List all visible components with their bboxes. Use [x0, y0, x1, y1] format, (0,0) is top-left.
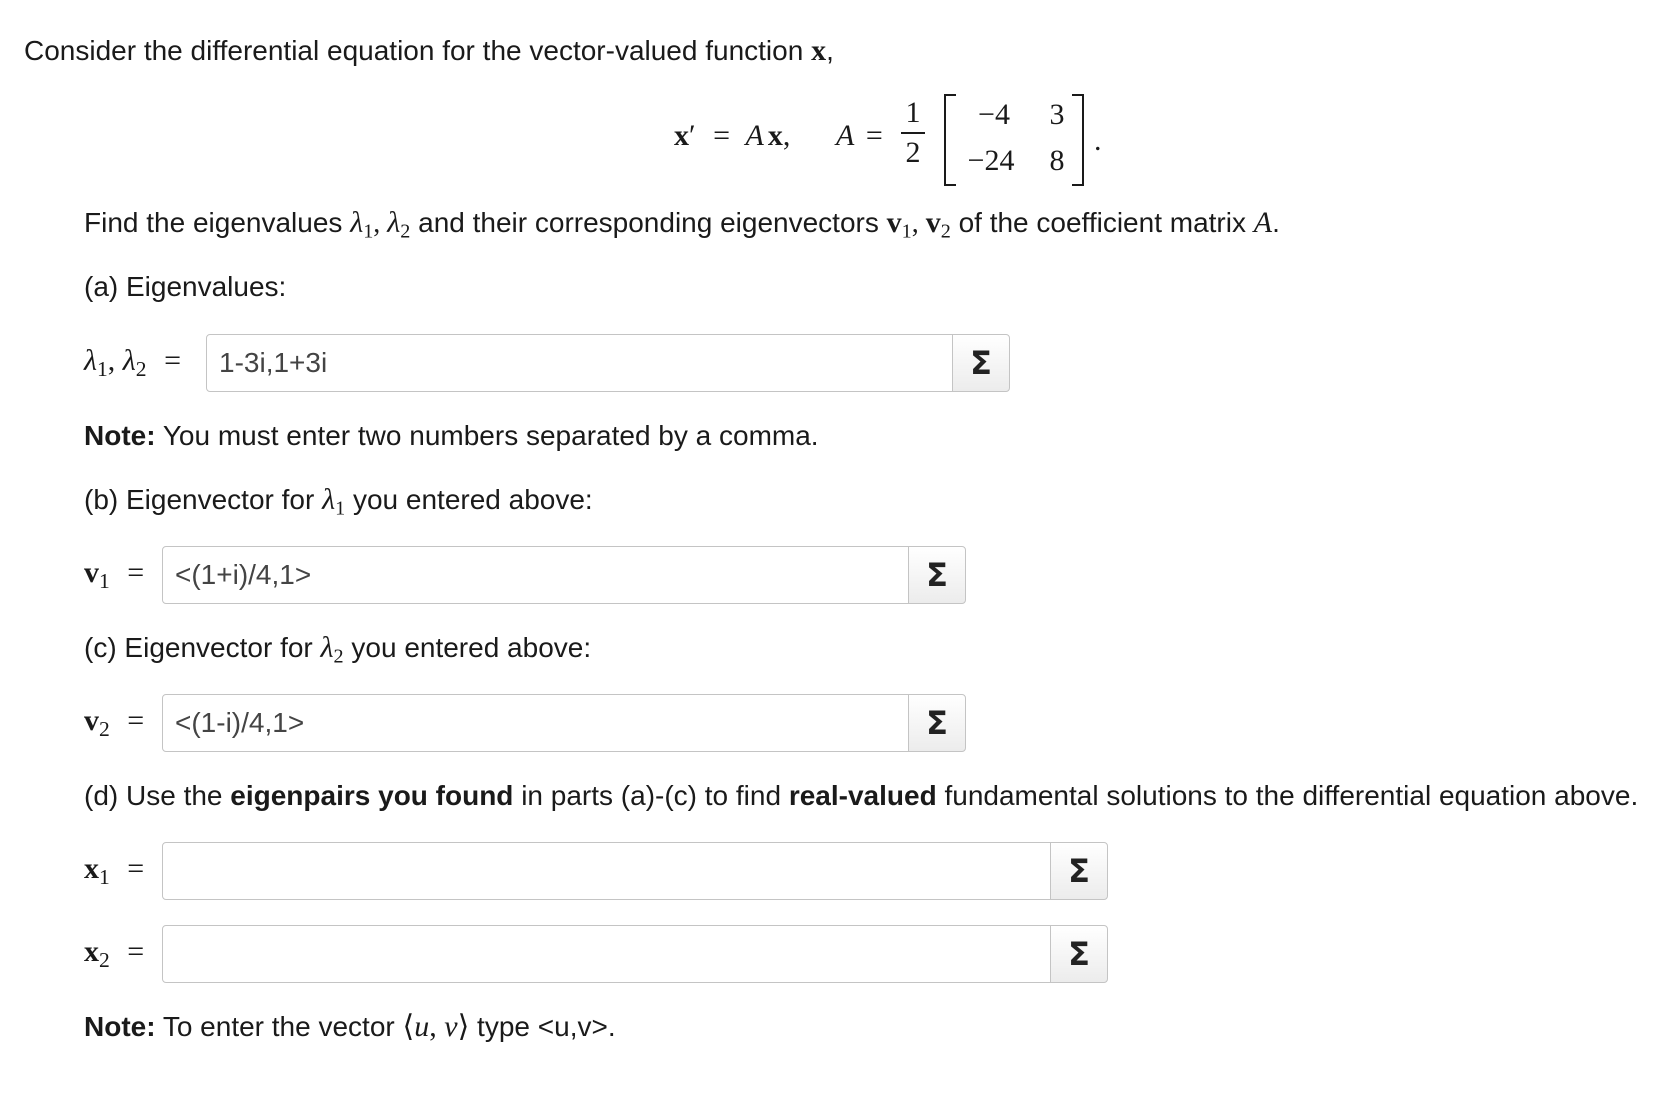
fraction: [898, 96, 928, 170]
intro-sentence: Consider the differential equation for the vector-valued function: [24, 35, 812, 66]
sigma-icon: Σ: [1068, 935, 1090, 973]
part-c-heading: [84, 631, 592, 668]
intro-var-x: x: [811, 34, 827, 67]
b-lambda-sub: 1: [335, 497, 346, 520]
note2-v: v: [444, 1010, 458, 1043]
a-lambda1: λ: [84, 344, 97, 377]
note2-t2: type <u,v>.: [469, 1011, 616, 1042]
note-vector-format: [84, 1010, 616, 1044]
c-v-sub: 2: [99, 717, 110, 742]
a-equals: =: [164, 344, 182, 377]
eq-x-var: x: [674, 119, 689, 152]
eigenvector-2-input[interactable]: [162, 694, 910, 752]
b-t1: (b) Eigenvector for: [84, 484, 323, 515]
find-v2: v: [925, 206, 941, 239]
eq-equals: =: [713, 119, 730, 152]
c-t1: (c) Eigenvector for: [84, 632, 321, 663]
frac-bar: [901, 132, 925, 134]
find-A: A: [1253, 206, 1273, 239]
note2-open-angle: ⟨: [402, 1010, 415, 1043]
eq-comma: ,: [782, 119, 791, 152]
eigenvalues-input[interactable]: [206, 334, 954, 392]
eq-x: x: [767, 119, 783, 152]
note1-label: Note:: [84, 420, 156, 451]
note2-t1: To enter the vector: [155, 1011, 403, 1042]
sigma-icon: Σ: [926, 556, 948, 594]
intro-text: [24, 34, 834, 68]
note1-text: You must enter two numbers separated by a comma.: [155, 420, 819, 451]
part-d-heading: [84, 779, 1638, 813]
eq-prime: ′: [689, 119, 696, 152]
d-x2-equals: =: [127, 935, 145, 968]
b-v-sub: 1: [99, 569, 110, 594]
d-b1: eigenpairs you found: [230, 780, 514, 811]
matrix-entry-21: −24: [967, 144, 1015, 177]
a-lambda1-sub: 1: [97, 357, 108, 382]
find-lambda2: λ: [387, 206, 401, 239]
c-t2: you entered above:: [343, 632, 592, 663]
b-equals: =: [127, 556, 145, 589]
part-c-label: [84, 704, 145, 742]
part-b-heading: [84, 483, 593, 520]
matrix-entry-11: −4: [978, 98, 1010, 131]
sigma-icon: Σ: [1068, 852, 1090, 890]
eigenvector-2-sigma-button[interactable]: [908, 694, 966, 752]
note2-label: Note:: [84, 1011, 156, 1042]
d-b2: real-valued: [788, 780, 937, 811]
d-t3: fundamental solutions to the differential equation above.: [936, 780, 1639, 811]
find-lambda1: λ: [350, 206, 364, 239]
matrix-entry-12: 3: [1049, 98, 1065, 131]
c-lambda: λ: [320, 631, 334, 664]
a-lambda2: λ: [122, 344, 136, 377]
eq-A: A: [745, 119, 764, 152]
frac-num: 1: [905, 96, 921, 129]
b-v: v: [84, 556, 99, 589]
intro-comma: ,: [826, 35, 834, 66]
b-t2: you entered above:: [345, 484, 593, 515]
part-d-x1-label: [84, 852, 145, 890]
eigenvalues-sigma-button[interactable]: [952, 334, 1010, 392]
matrix-left-bracket: [944, 94, 956, 186]
d-x1: x: [84, 852, 99, 885]
d-t1: (d) Use the: [84, 780, 231, 811]
frac-den: 2: [905, 136, 921, 169]
a-lambda2-sub: 2: [135, 357, 147, 382]
d-t2: in parts (a)-(c) to find: [513, 780, 789, 811]
part-b-label: [84, 556, 145, 594]
note2-close-angle: ⟩: [457, 1010, 470, 1043]
eq-equals2: =: [865, 119, 883, 152]
part-a-label: [84, 344, 182, 382]
find-comma1: ,: [373, 208, 388, 239]
find-lambda1-sub: 1: [363, 220, 374, 243]
find-instruction: [84, 206, 1280, 241]
note2-comma: ,: [429, 1010, 445, 1043]
find-end: .: [1272, 207, 1280, 238]
solution-2-sigma-button[interactable]: [1050, 925, 1108, 983]
sigma-icon: Σ: [926, 704, 948, 742]
find-lambda2-sub: 2: [400, 220, 411, 243]
find-v2-sub: 2: [940, 220, 951, 243]
part-d-x2-label: [84, 935, 145, 973]
note-comma: [84, 419, 819, 453]
d-x2: x: [84, 935, 99, 968]
eq-A2: A: [836, 119, 855, 152]
part-a-heading: (a) Eigenvalues:: [84, 271, 287, 302]
matrix-entry-22: 8: [1049, 144, 1065, 177]
find-comma2: ,: [911, 208, 926, 239]
eq-period: .: [1094, 124, 1102, 157]
b-lambda: λ: [322, 483, 336, 516]
d-x1-sub: 1: [99, 865, 110, 890]
eigenvector-1-sigma-button[interactable]: [908, 546, 966, 604]
equation-A-def: [836, 118, 883, 154]
find-t3: of the coefficient matrix: [950, 207, 1254, 238]
c-lambda-sub: 2: [333, 645, 344, 668]
eigenvector-1-input[interactable]: [162, 546, 910, 604]
c-equals: =: [127, 704, 145, 737]
solution-1-input[interactable]: [162, 842, 1054, 900]
equation-lhs: [674, 118, 790, 154]
find-t2: and their corresponding eigenvectors: [410, 207, 887, 238]
c-v: v: [84, 704, 99, 737]
find-t1: Find the eigenvalues: [84, 207, 351, 238]
find-v1: v: [886, 206, 902, 239]
solution-2-input[interactable]: [162, 925, 1054, 983]
solution-1-sigma-button[interactable]: [1050, 842, 1108, 900]
d-x1-equals: =: [127, 852, 145, 885]
note2-u: u: [414, 1010, 430, 1043]
sigma-icon: Σ: [970, 344, 992, 382]
find-v1-sub: 1: [901, 220, 912, 243]
d-x2-sub: 2: [99, 948, 110, 973]
a-comma: ,: [107, 344, 123, 377]
